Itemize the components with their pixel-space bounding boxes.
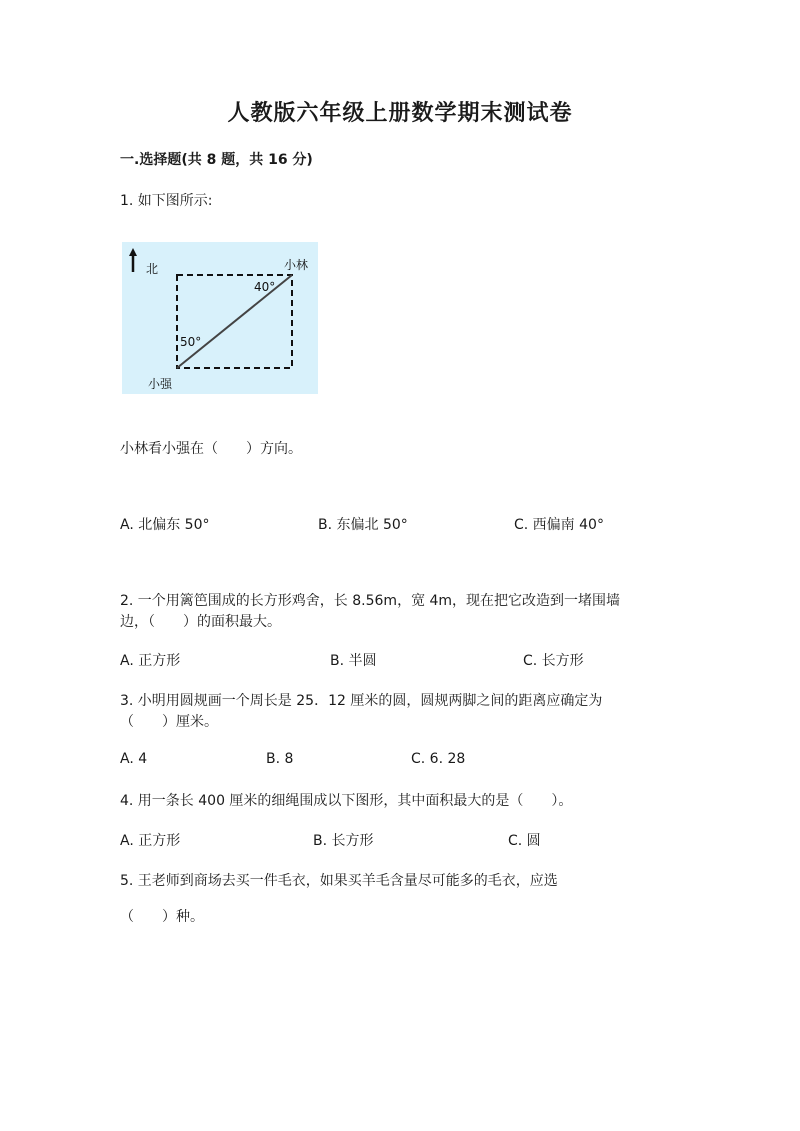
angle-40-label: 40° [254,280,276,294]
q3-line1: 3. 小明用圆规画一个周长是 25．12 厘米的圆，圆规两脚之间的距离应确定为 [120,693,603,709]
north-label: 北 [146,262,159,276]
q4-line1: 4. 用一条长 400 厘米的细绳围成以下图形，其中面积最大的是（ ）。 [120,793,573,809]
q3-line2: （ ）厘米。 [120,714,218,730]
q2-option-b[interactable]: B. 半圆 [330,653,377,669]
q1-stem: 1. 如下图所示: [120,193,213,209]
q2-option-a[interactable]: A. 正方形 [120,653,181,669]
section-heading: 一.选择题(共 8 题，共 16 分) [120,152,313,168]
xiaolin-label: 小林 [284,258,309,272]
q2-option-c[interactable]: C. 长方形 [523,653,584,669]
q4-option-c[interactable]: C. 圆 [508,833,541,849]
q4-option-a[interactable]: A. 正方形 [120,833,181,849]
q1-option-b[interactable]: B. 东偏北 50° [318,517,408,533]
q1-option-a[interactable]: A. 北偏东 50° [120,517,210,533]
north-arrowhead-icon [129,248,137,256]
xiaoqiang-label: 小强 [148,377,173,391]
direction-figure [122,242,318,394]
angle-50-label: 50° [180,335,202,349]
q1-option-c[interactable]: C. 西偏南 40° [514,517,604,533]
page-title: 人教版六年级上册数学期末测试卷 [227,100,573,126]
q2-line1: 2. 一个用篱笆围成的长方形鸡舍，长 8.56m，宽 4m，现在把它改造到一堵围墙 [120,593,621,609]
direction-diagram [122,242,318,394]
q5-line2: （ ）种。 [120,909,204,925]
q5-line1: 5. 王老师到商场去买一件毛衣，如果买羊毛含量尽可能多的毛衣，应选 [120,873,558,889]
q2-line2: 边，（ ）的面积最大。 [120,614,281,630]
q1-question: 小林看小强在（ ）方向。 [120,441,302,457]
q4-option-b[interactable]: B. 长方形 [313,833,374,849]
q3-option-b[interactable]: B. 8 [266,751,294,767]
q3-option-a[interactable]: A. 4 [120,751,148,767]
q3-option-c[interactable]: C. 6. 28 [411,751,466,767]
